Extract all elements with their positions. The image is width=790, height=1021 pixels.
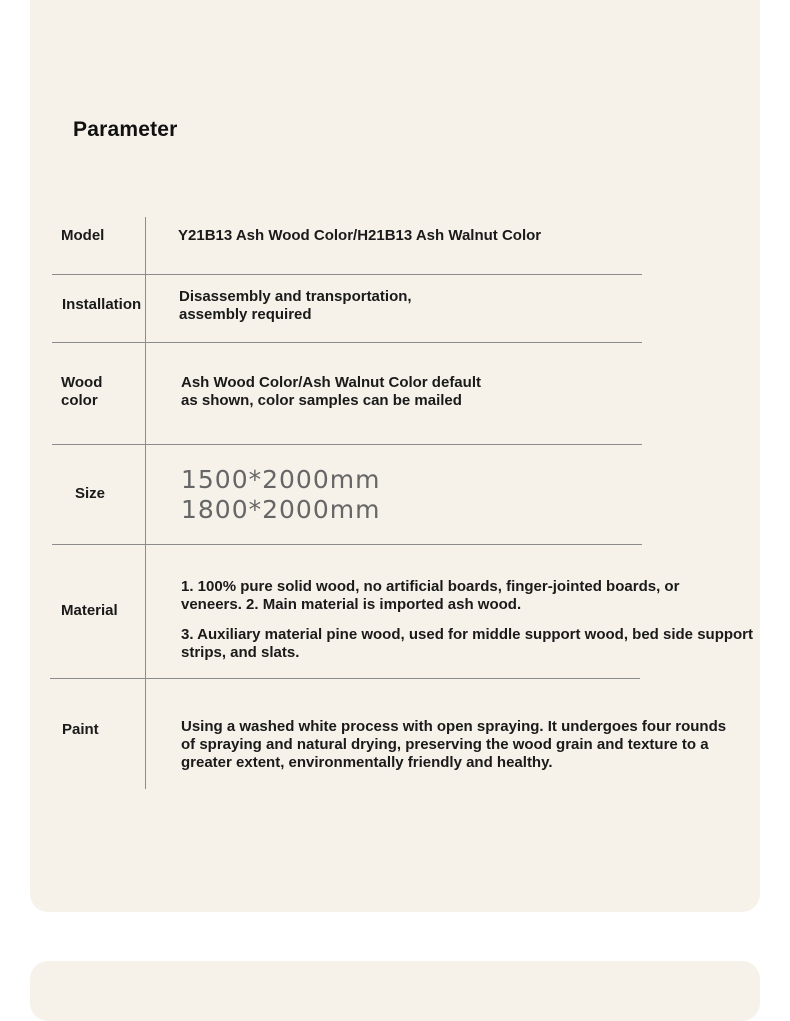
model-value: Y21B13 Ash Wood Color/H21B13 Ash Walnut Color bbox=[178, 227, 542, 244]
table-column-divider bbox=[145, 217, 146, 789]
size-label: Size bbox=[75, 485, 106, 502]
row-divider bbox=[52, 544, 642, 545]
paint-label: Paint bbox=[62, 721, 99, 738]
next-card bbox=[30, 961, 760, 1021]
material-label: Material bbox=[61, 602, 118, 619]
material-value-2: 3. Auxiliary material pine wood, used for middle support wood, bed side support strips, and slats. bbox=[181, 626, 754, 661]
model-label: Model bbox=[61, 227, 105, 244]
installation-label: Installation bbox=[62, 296, 142, 313]
row-divider bbox=[50, 678, 640, 679]
wood-color-label: Wood color bbox=[61, 374, 103, 409]
wood-color-value: Ash Wood Color/Ash Walnut Color default as shown, color samples can be mailed bbox=[181, 374, 481, 409]
installation-value: Disassembly and transportation, assembly required bbox=[179, 288, 412, 323]
row-divider bbox=[52, 444, 642, 445]
size-value-1: 1500*2000mm bbox=[181, 465, 381, 494]
page-title: Parameter bbox=[73, 118, 178, 141]
size-value-2: 1800*2000mm bbox=[181, 495, 381, 524]
paint-value: Using a washed white process with open spraying. It undergoes four rounds of spraying and natural drying, preserving the wood grain and texture to a greater extent, environmentally friendly and healthy. bbox=[181, 718, 727, 771]
row-divider bbox=[52, 274, 642, 275]
material-value-1: 1. 100% pure solid wood, no artificial boards, finger-jointed boards, or veneers. 2. Main material is imported ash wood. bbox=[181, 578, 680, 613]
row-divider bbox=[52, 342, 642, 343]
